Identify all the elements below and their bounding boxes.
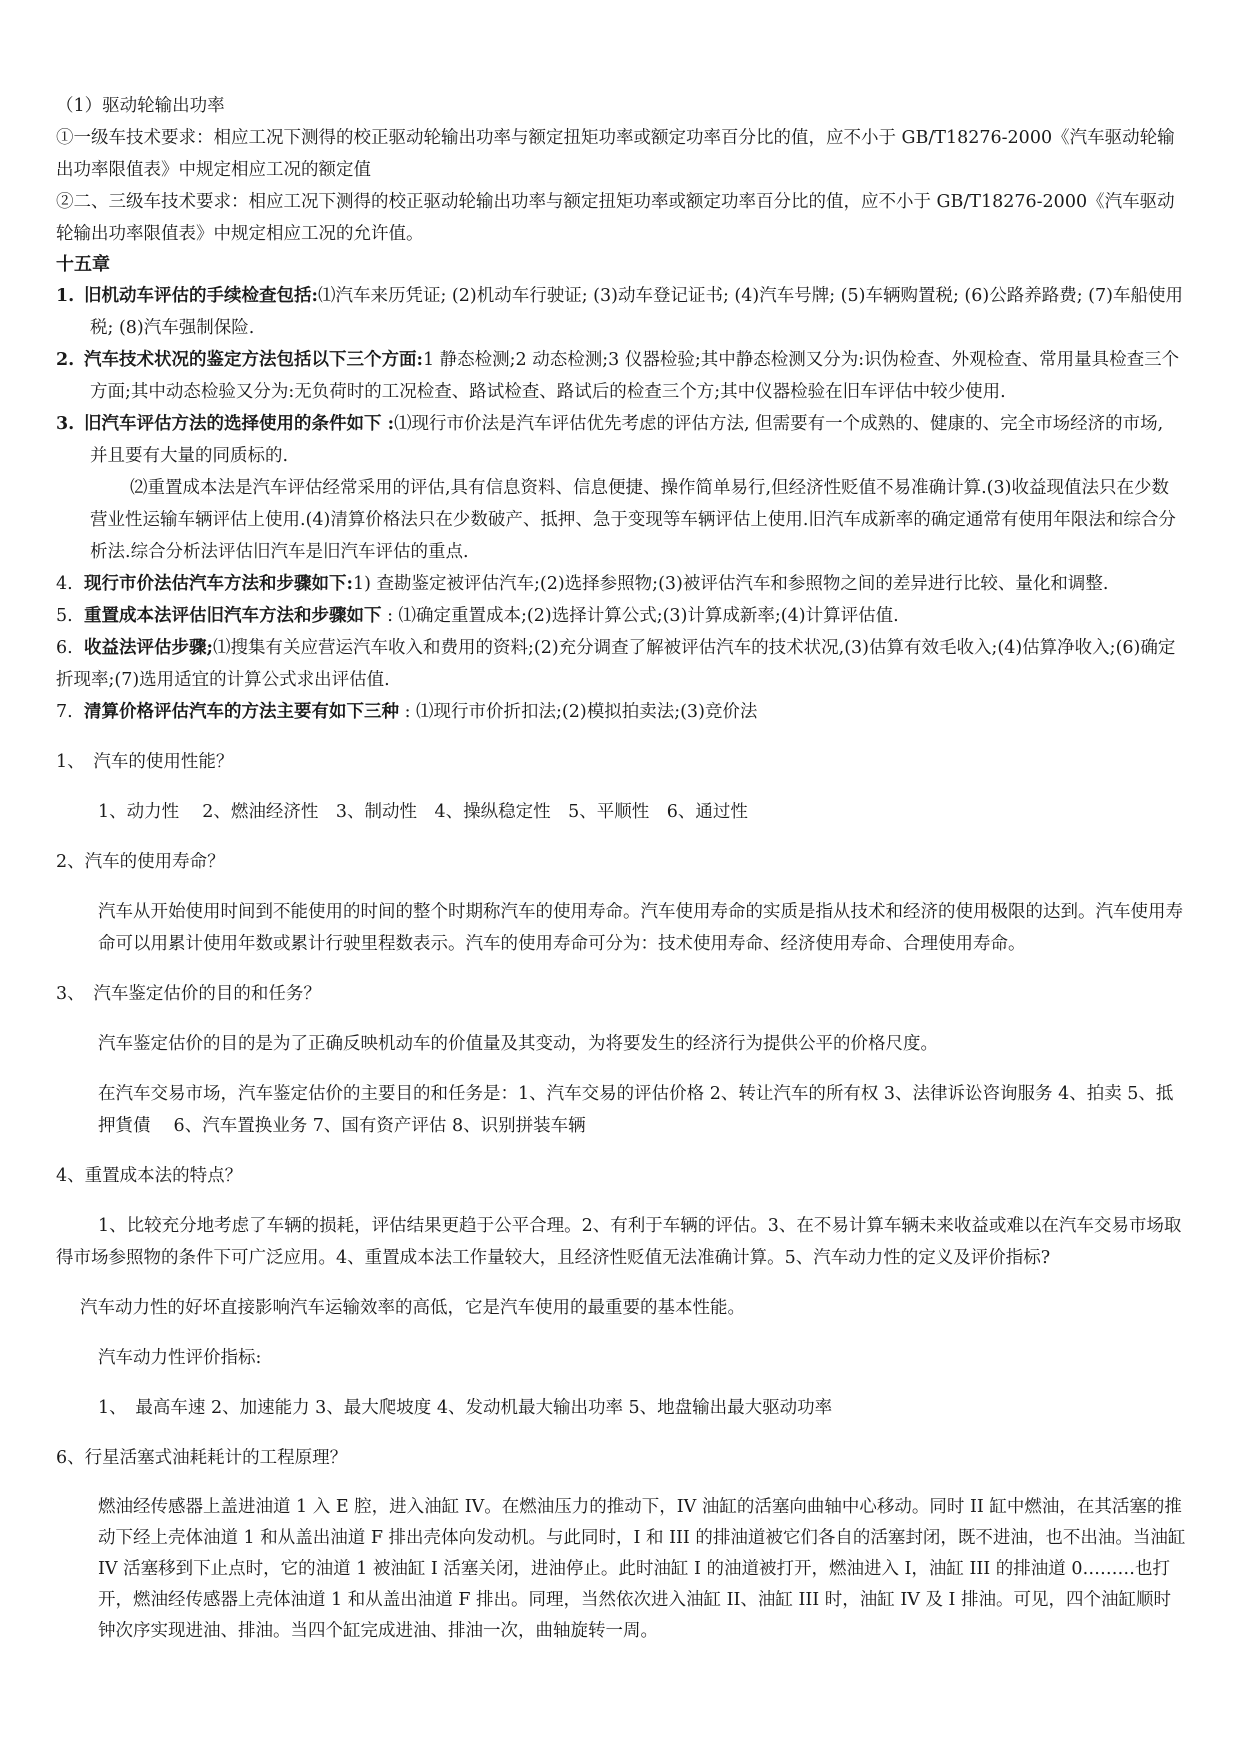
section-title: （1）驱动轮输出功率 <box>56 96 225 116</box>
answer-6: 燃油经传感器上盖进油道 1 入 E 腔，进入油缸 IV。在燃油压力的推动下，IV 油缸的活塞向曲轴中心移动。同时 II 缸中燃油，在其活塞的推动下经上壳体油道 1 和从盖出油道 F 排出壳体向发动机。与此同时，I 和 III 的排油道被它们各自的活塞封闭，既不进油，也不出油。当油缸 IV 活塞移到下止点时，它的油道 1 被油缸 I 活塞关闭，进油停止。此时油缸 I 的油道被打开，燃油进入 I，油缸 III 的排油道 0………也打开，燃油经传感器上壳体油道 1 和从盖出油道 F 排出。同理，当然依次进入油缸 II、油缸 III 时，油缸 IV 及 I 排油。可见，四个油缸顺时钟次序实现进油、排油。当四个缸完成进油、排油一次，曲轴旋转一周。 <box>98 1497 1186 1641</box>
answer-4: 1、比较充分地考虑了车辆的损耗，评估结果更趋于公平合理。2、有利于车辆的评估。3、在不易计算车辆未来收益或难以在汽车交易市场取得市场参照物的条件下可广泛应用。4、重置成本法工作量较大，且经济性贬值无法准确计算。5、汽车动力性的定义及评价指标? <box>56 1216 1182 1268</box>
chapter-heading: 十五章 <box>56 254 110 275</box>
list-item <box>56 408 1186 472</box>
item-number: 5. <box>56 606 73 626</box>
answer-5-heading: 汽车动力性评价指标: <box>98 1348 262 1368</box>
list-item <box>56 696 1186 728</box>
paragraph-second-grade: ②二、三级车技术要求：相应工况下测得的校正驱动轮输出功率与额定扭矩功率或额定功率百分比的值，应不小于 GB/T18276-2000《汽车驱动轮输出功率限值表》中规定相应工况的允许值。 <box>56 192 1175 244</box>
answer-5-indicators: 1、 最高车速 2、加速能力 3、最大爬坡度 4、发动机最大输出功率 5、地盘输出最大驱动功率 <box>98 1398 833 1418</box>
question-4: 4、重置成本法的特点？ <box>56 1166 243 1186</box>
paragraph-first-grade: ①一级车技术要求：相应工况下测得的校正驱动轮输出功率与额定扭矩功率或额定功率百分比的值，应不小于 GB/T18276-2000《汽车驱动轮输出功率限值表》中规定相应工况的额定值 <box>56 128 1175 180</box>
list-item <box>56 568 1186 600</box>
answer-3-tasks: 在汽车交易市场，汽车鉴定估价的主要目的和任务是：1、汽车交易的评估价格 2、转让汽车的所有权 3、法律诉讼咨询服务 4、拍卖 5、抵押貨債 6、汽车置换业务 7、国有资产评估 8、识别拼装车辆 <box>98 1084 1174 1136</box>
document-page <box>56 90 1186 1647</box>
question-2: 2、汽车的使用寿命？ <box>56 852 225 872</box>
answer-5-definition: 汽车动力性的好坏直接影响汽车运输效率的高低，它是汽车使用的最重要的基本性能。 <box>80 1298 745 1318</box>
item-label: 旧汽车评估方法的选择使用的条件如下 : <box>84 414 395 434</box>
question-1: 1、 汽车的使用性能？ <box>56 752 234 772</box>
list-item <box>56 280 1186 344</box>
item-text: ⑴搜集有关应营运汽车收入和费用的资料;(2)充分调查了解被评估汽车的技术状况,(3)估算有效毛收入;(4)估算净收入;(6)确定折现率;(7)选用适宜的计算公式求出评估值. <box>56 638 1176 690</box>
item-text: 1) 查勘鉴定被评估汽车;(2)选择参照物;(3)被评估汽车和参照物之间的差异进行比较、量化和调整. <box>352 574 1109 594</box>
question-3: 3、 汽车鉴定估价的目的和任务？ <box>56 984 321 1004</box>
item-label: 清算价格评估汽车的方法主要有如下三种 <box>84 702 399 722</box>
list-item <box>56 632 1186 696</box>
question-6: 6、行星活塞式油耗耗计的工程原理？ <box>56 1448 348 1468</box>
item-label: 汽车技术状况的鉴定方法包括以下三个方面: <box>84 350 423 370</box>
item-text: : ⑴确定重置成本;(2)选择计算公式;(3)计算成新率;(4)计算评估值. <box>381 606 899 626</box>
list-item <box>56 600 1186 632</box>
answer-1: 1、动力性 2、燃油经济性 3、制动性 4、操纵稳定性 5、平顺性 6、通过性 <box>98 802 748 822</box>
item-label: 现行市价法估汽车方法和步骤如下: <box>84 574 353 594</box>
item-label: 重置成本法评估旧汽车方法和步骤如下 <box>84 606 382 626</box>
item-number: 7. <box>56 702 73 722</box>
item-text: ⑴汽车来历凭证; (2)机动车行驶证; (3)动车登记证书; (4)汽车号牌; (5)车辆购置税; (6)公路养路费; (7)车船使用税; (8)汽车强制保险. <box>90 286 1183 338</box>
item-label: 收益法评估步骤; <box>84 638 213 658</box>
item-number: 2. <box>56 350 75 370</box>
item-number: 1. <box>56 286 75 306</box>
item-number: 3. <box>56 414 75 434</box>
item-text: ⑴现行市价法是汽车评估优先考虑的评估方法, 但需要有一个成熟的、健康的、完全市场经济的市场, 并且要有大量的同质标的. <box>90 414 1164 466</box>
item-text: : ⑴现行市价折扣法;(2)模拟拍卖法;(3)竞价法 <box>399 702 758 722</box>
list-item <box>56 344 1186 408</box>
item-number: 4. <box>56 574 73 594</box>
item-label: 旧机动车评估的手续检查包括: <box>84 286 318 306</box>
item-text: 1 静态检测;2 动态检测;3 仪器检验;其中静态检测又分为:识伪检查、外观检查、常用量具检查三个方面;其中动态检验又分为:无负荷时的工况检查、路试检查、路试后的检查三个方;其中仪器检验在旧车评估中较少使用. <box>90 350 1180 402</box>
answer-2: 汽车从开始使用时间到不能使用的时间的整个时期称汽车的使用寿命。汽车使用寿命的实质是指从技术和经济的使用极限的达到。汽车使用寿命可以用累计使用年数或累计行驶里程数表示。汽车的使用寿命可分为：技术使用寿命、经济使用寿命、合理使用寿命。 <box>98 902 1183 954</box>
answer-3-purpose: 汽车鉴定估价的目的是为了正确反映机动车的价值量及其变动，为将要发生的经济行为提供公平的价格尺度。 <box>98 1034 938 1054</box>
item-continuation: ⑵重置成本法是汽车评估经常采用的评估,具有信息资料、信息便捷、操作简单易行,但经济性贬值不易准确计算.(3)收益现值法只在少数营业性运输车辆评估上使用.(4)清算价格法只在少数破产、抵押、急于变现等车辆评估上使用.旧汽车成新率的确定通常有使用年限法和综合分析法.综合分析法评估旧汽车是旧汽车评估的重点. <box>90 478 1176 562</box>
item-number: 6. <box>56 638 73 658</box>
